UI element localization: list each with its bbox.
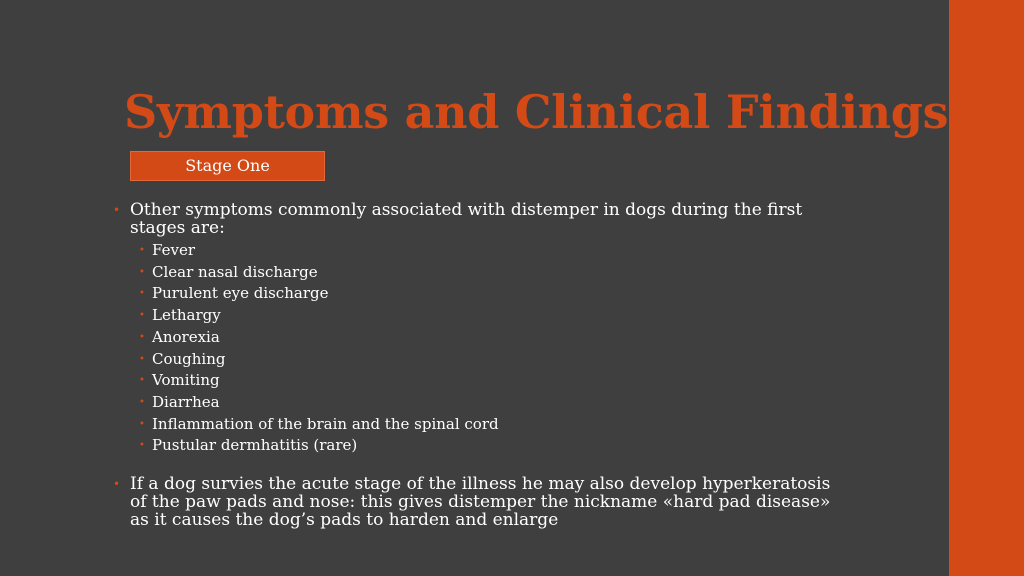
bullet-item — [112, 201, 847, 457]
bullet-dot-icon: • — [113, 477, 121, 492]
bullet-text: If a dog survies the acute stage of the illness he may also develop hyperkeratosis of the paw pads and nose: this gives distemper the nickname «hard pad disease» as it causes the dog’s pads to harden and enlarge — [130, 474, 831, 531]
list-item: • Coughing — [130, 349, 847, 371]
sub-bullet-dot-icon: • — [139, 353, 145, 365]
sub-bullet-dot-icon: • — [139, 418, 145, 430]
list-item: • Vomiting — [130, 370, 847, 392]
list-item: • Fever — [130, 240, 847, 262]
sub-bullet-dot-icon: • — [139, 266, 145, 278]
sub-bullet-dot-icon: • — [139, 440, 145, 452]
sub-bullet-dot-icon: • — [139, 310, 145, 322]
accent-side-bar — [949, 0, 1024, 576]
list-item: • Pustular dermhatitis (rare) — [130, 435, 847, 457]
list-item: • Purulent eye discharge — [130, 283, 847, 305]
slide-title: Symptoms and Clinical Findings — [124, 85, 949, 139]
slide-content — [112, 201, 847, 529]
list-item: • Clear nasal discharge — [130, 262, 847, 284]
list-item: • Anorexia — [130, 327, 847, 349]
bullet-text: Other symptoms commonly associated with distemper in dogs during the first stages are: — [130, 200, 803, 238]
stage-label-box: Stage One — [130, 151, 325, 181]
bullet-dot-icon: • — [113, 203, 121, 217]
list-item: • Diarrhea — [130, 392, 847, 414]
list-item: • Lethargy — [130, 305, 847, 327]
sub-bullet-dot-icon: • — [139, 331, 145, 343]
symptom-list — [130, 240, 847, 457]
sub-bullet-dot-icon: • — [139, 396, 145, 408]
sub-bullet-dot-icon: • — [139, 288, 145, 300]
sub-bullet-dot-icon: • — [139, 375, 145, 387]
bullet-item — [112, 475, 847, 529]
sub-bullet-dot-icon: • — [139, 245, 145, 256]
list-item: • Inflammation of the brain and the spinal cord — [130, 414, 847, 436]
